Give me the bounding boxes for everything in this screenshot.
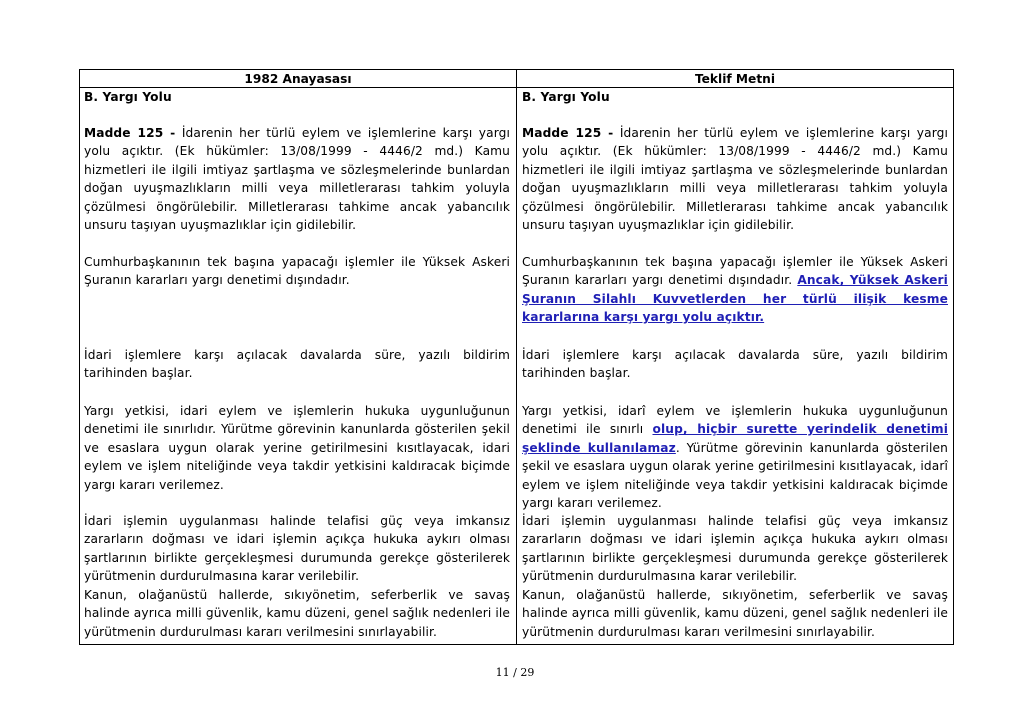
right-paragraph-3: İdari işlemlere karşı açılacak davalarda süre, yazılı bildirim tarihinden başlar. — [522, 348, 948, 381]
right-paragraph-2-text: Cumhurbaşkanının tek başına yapacağı işlemler ile Yüksek Askeri Şuranın kararları yargı denetimi dışındadır. — [522, 255, 948, 288]
right-article-label: Madde 125 - — [522, 126, 614, 140]
right-section-title: B. Yargı Yolu — [522, 90, 610, 104]
left-article-label: Madde 125 - — [84, 126, 176, 140]
page-number: 11 / 29 — [495, 666, 535, 679]
right-paragraph-4-added-text: olup, hiçbir surette yerindelik denetimi şeklinde kullanılamaz — [522, 422, 949, 455]
column-divider — [516, 70, 517, 644]
left-paragraph-3: İdari işlemlere karşı açılacak davalarda süre, yazılı bildirim tarihinden başlar. — [84, 348, 510, 381]
left-paragraph-5: İdari işlemin uygulanması halinde telafisi güç veya imkansız zararların doğması ve idari işlemin açıkça hukuka aykırı olması şartlarının birlikte gerçekleşmesi durumunda gerekçe gösterilerek yürütmenin durdurulmasına karar verilebilir. — [84, 514, 510, 584]
right-paragraph-2 — [522, 253, 948, 327]
right-column — [522, 88, 948, 644]
right-paragraph-5: İdari işlemin uygulanması halinde telafisi güç veya imkansız zararların doğması ve idari işlemin açıkça hukuka aykırı olması şartlarının birlikte gerçekleşmesi durumunda gerekçe gösterilerek yürütmenin durdurulmasına karar verilebilir. — [522, 514, 948, 584]
right-column-title: Teklif Metni — [694, 72, 776, 86]
left-paragraph-4: Yargı yetkisi, idari eylem ve işlemlerin hukuka uygunluğunun denetimi ile sınırlıdır. Yürütme görevinin kanunlarda gösterilen şekil ve esaslara uygun olarak yerine getirilmesini kısıtlayacak, idari eylem ve işlem niteliğinde veya takdir yetkisini kaldıracak biçimde yargı kararı verilemez. — [84, 404, 510, 492]
right-paragraph-4 — [522, 402, 948, 512]
left-paragraph-1-text: İdarenin her türlü eylem ve işlemlerine karşı yargı yolu açıktır. (Ek hükümler: 13/08/1999 - 4446/2 md.) Kamu hizmetleri ile ilgili imtiyaz şartlaşma ve sözleşmelerinde bunlardan doğan uyuşmazlıkların milli veya milletlerarası tahkim yoluyla çözülmesi öngörülebilir. Milletlerarası tahkime ancak yabancılık unsuru taşıyan uyuşmazlıklar için gidilebilir. — [84, 126, 510, 233]
right-paragraph-1-text: İdarenin her türlü eylem ve işlemlerine karşı yargı yolu açıktır. (Ek hükümler: 13/08/1999 - 4446/2 md.) Kamu hizmetleri ile ilgili imtiyaz şartlaşma ve sözleşmelerinde bunlardan doğan uyuşmazlıkların milli veya milletlerarası tahkim yoluyla çözülmesi öngörülebilir. Milletlerarası tahkime ancak yabancılık unsuru taşıyan uyuşmazlıklar için gidilebilir. — [522, 126, 948, 233]
left-paragraph-6: Kanun, olağanüstü hallerde, sıkıyönetim, seferberlik ve savaş halinde ayrıca milli güvenlik, kamu düzeni, genel sağlık nedenleri ile yürütmenin durdurulması kararı verilmesini sınırlayabilir. — [84, 588, 510, 639]
right-paragraph-1 — [522, 124, 948, 234]
comparison-table — [79, 69, 954, 645]
left-paragraph-1 — [84, 124, 510, 234]
left-column-title: 1982 Anayasası — [244, 72, 352, 86]
left-column — [84, 88, 510, 644]
left-section-title: B. Yargı Yolu — [84, 90, 172, 104]
right-paragraph-2-added-text: Ancak, Yüksek Askeri Şuranın Silahlı Kuvvetlerden her türlü ilişik kesme kararlarına karşı yargı yolu açıktır. — [522, 273, 948, 325]
left-paragraph-2: Cumhurbaşkanının tek başına yapacağı işlemler ile Yüksek Askeri Şuranın kararları yargı denetimi dışındadır. — [84, 255, 510, 288]
right-paragraph-4-start: Yargı yetkisi, idarî eylem ve işlemlerin hukuka uygunluğunun denetimi ile sınırlı — [522, 404, 948, 437]
right-paragraph-4-end: . Yürütme görevinin kanunlarda gösterilen şekil ve esaslara uygun olarak yerine getirilmesini kısıtlayacak, idarî eylem ve işlem niteliğinde veya takdir yetkisini kaldıracak biçimde yargı kararı verilemez. — [522, 440, 948, 511]
right-paragraph-6: Kanun, olağanüstü hallerde, sıkıyönetim, seferberlik ve savaş halinde ayrıca milli güvenlik, kamu düzeni, genel sağlık nedenleri ile yürütmenin durdurulması kararı verilmesini sınırlayabilir. — [522, 588, 948, 639]
